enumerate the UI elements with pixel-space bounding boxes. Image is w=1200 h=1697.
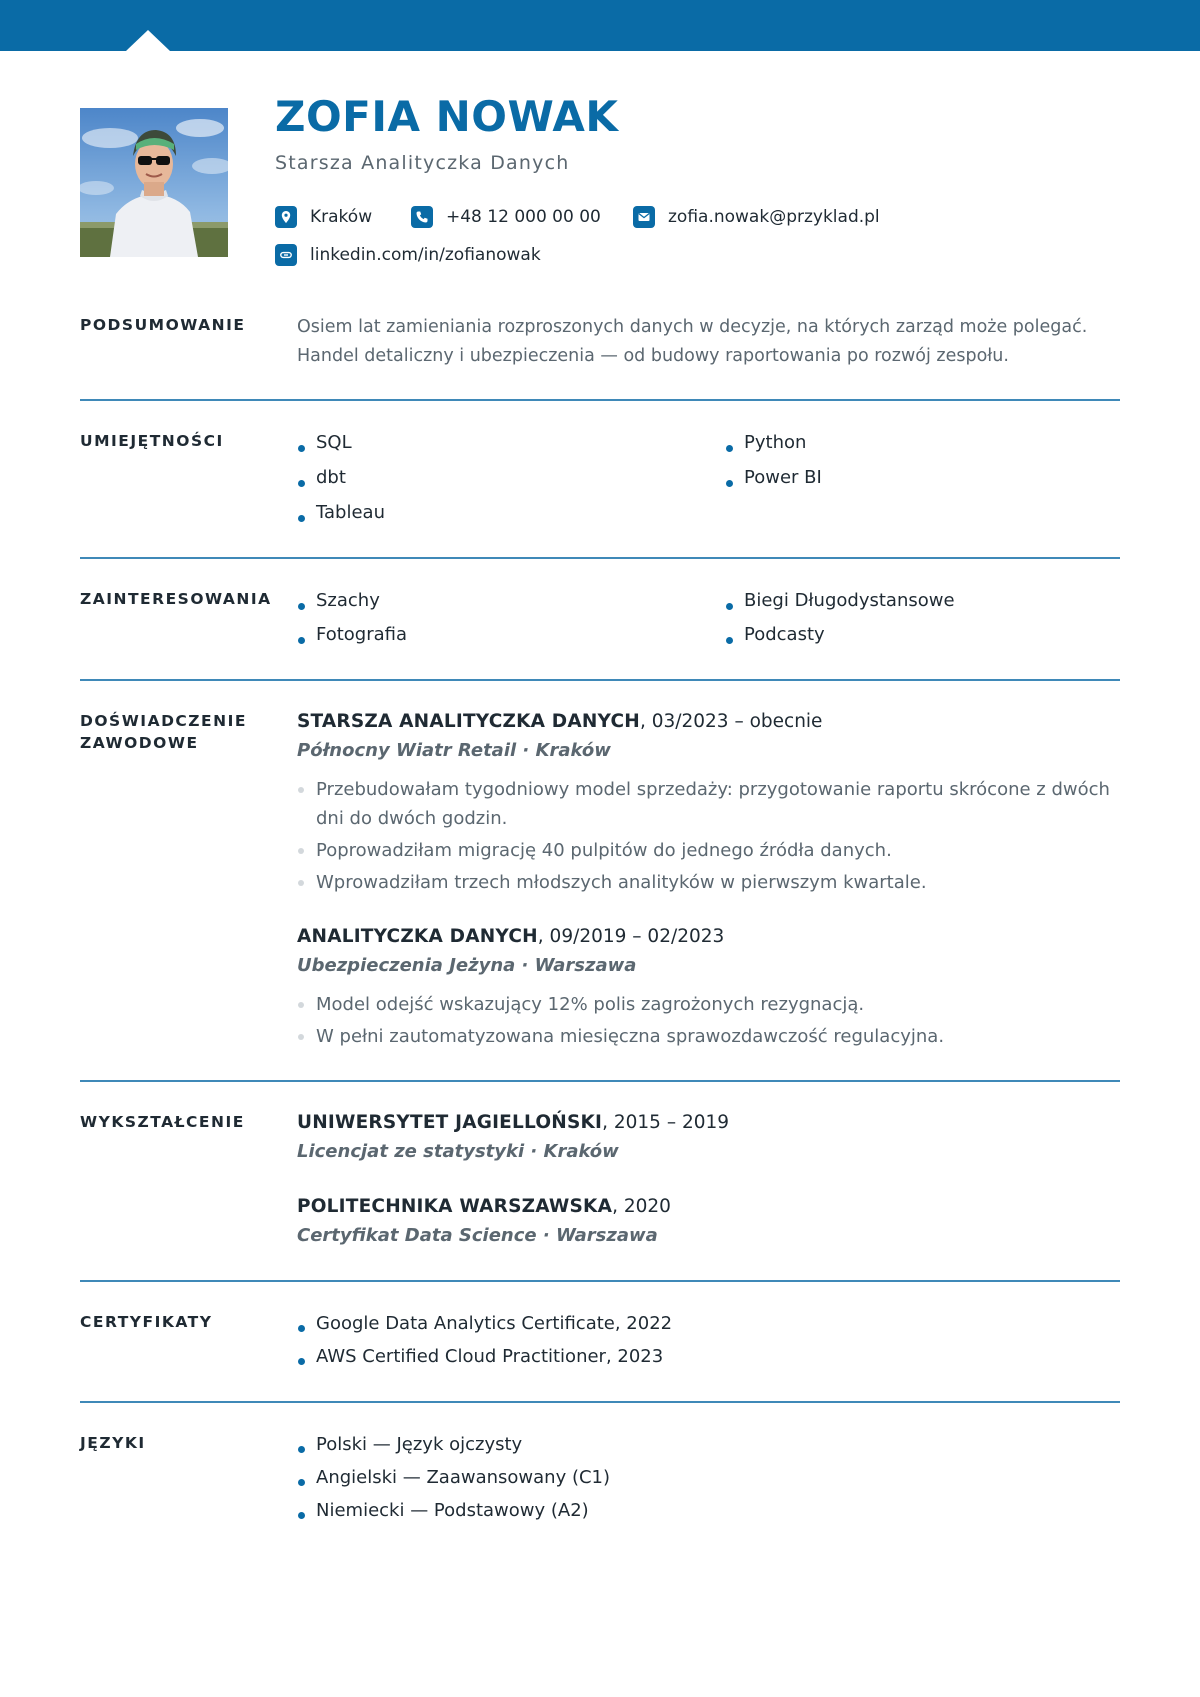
profile-photo [80, 108, 228, 257]
section-label-experience-line2: ZAWODOWE [80, 734, 199, 752]
contact-email[interactable] [633, 206, 880, 228]
contact-phone-text: +48 12 000 00 00 [446, 207, 601, 227]
interests-list-right [725, 589, 955, 657]
education-detail: Certyfikat Data Science · Warszawa [297, 1225, 658, 1246]
contact-location [275, 206, 372, 228]
section-label-languages: JĘZYKI [80, 1434, 146, 1452]
section-label-certificates: CERTYFIKATY [80, 1313, 213, 1331]
job-dates: , 03/2023 – obecnie [639, 711, 823, 732]
education-school: UNIWERSYTET JAGIELLOŃSKI [297, 1112, 603, 1133]
list-item: Wprowadziłam trzech młodszych analityków w pierwszym kwartale. [297, 868, 1127, 897]
list-item: Niemiecki — Podstawowy (A2) [297, 1499, 610, 1532]
contact-email-text[interactable]: zofia.nowak@przyklad.pl [668, 207, 880, 227]
education-school: POLITECHNIKA WARSZAWSKA [297, 1196, 613, 1217]
section-label-summary: PODSUMOWANIE [80, 316, 246, 334]
skills-list-left [297, 431, 385, 536]
candidate-title: Starsza Analityczka Danych [275, 152, 570, 174]
contact-linkedin[interactable] [275, 244, 541, 266]
list-item: AWS Certified Cloud Practitioner, 2023 [297, 1345, 672, 1378]
job-company: Północny Wiatr Retail · Kraków [297, 740, 611, 761]
languages-list [297, 1433, 610, 1532]
list-item: SQL [297, 431, 385, 466]
education-dates: , 2015 – 2019 [602, 1112, 730, 1133]
section-label-education: WYKSZTAŁCENIE [80, 1113, 245, 1131]
list-item: Angielski — Zaawansowany (C1) [297, 1466, 610, 1499]
banner-notch [126, 30, 170, 51]
list-item: Polski — Język ojczysty [297, 1433, 610, 1466]
link-icon [275, 244, 297, 266]
list-item: Tableau [297, 501, 385, 536]
education-dates: , 2020 [612, 1196, 671, 1217]
list-item: Przebudowałam tygodniowy model sprzedaży: przygotowanie raportu skrócone z dwóch dni do dwóch godzin. [297, 775, 1127, 833]
job-heading [297, 711, 822, 732]
job-achievements [297, 775, 1127, 897]
job-role: ANALITYCZKA DANYCH [297, 926, 538, 947]
list-item: Model odejść wskazujący 12% polis zagrożonych rezygnacją. [297, 990, 1127, 1019]
job-achievements [297, 990, 1127, 1051]
job-dates: , 09/2019 – 02/2023 [537, 926, 725, 947]
education-heading [297, 1196, 671, 1217]
profile-photo-image [80, 108, 228, 257]
list-item: Poprowadziłam migrację 40 pulpitów do jednego źródła danych. [297, 836, 1127, 865]
section-divider [80, 1280, 1120, 1282]
section-label-experience-line1: DOŚWIADCZENIE [80, 712, 247, 730]
section-divider [80, 1401, 1120, 1403]
list-item: Google Data Analytics Certificate, 2022 [297, 1312, 672, 1345]
job-role: STARSZA ANALITYCZKA DANYCH [297, 711, 640, 732]
section-divider [80, 399, 1120, 401]
section-divider [80, 679, 1120, 681]
section-divider [80, 557, 1120, 559]
skills-list-right [725, 431, 822, 501]
section-label-skills: UMIEJĘTNOŚCI [80, 432, 224, 450]
list-item: Power BI [725, 466, 822, 501]
job-heading [297, 926, 724, 947]
location-pin-icon [275, 206, 297, 228]
list-item: dbt [297, 466, 385, 501]
contact-linkedin-text[interactable]: linkedin.com/in/zofianowak [310, 245, 541, 265]
list-item: W pełni zautomatyzowana miesięczna sprawozdawczość regulacyjna. [297, 1022, 1127, 1051]
phone-icon [411, 206, 433, 228]
candidate-name: ZOFIA NOWAK [275, 92, 619, 141]
email-icon [633, 206, 655, 228]
list-item: Podcasty [725, 623, 955, 657]
certificates-list [297, 1312, 672, 1378]
interests-list-left [297, 589, 407, 657]
contact-phone [411, 206, 601, 228]
list-item: Fotografia [297, 623, 407, 657]
section-divider [80, 1080, 1120, 1082]
education-heading [297, 1112, 729, 1133]
list-item: Szachy [297, 589, 407, 623]
list-item: Biegi Długodystansowe [725, 589, 955, 623]
contact-location-text: Kraków [310, 207, 373, 227]
job-company: Ubezpieczenia Jeżyna · Warszawa [297, 955, 637, 976]
section-label-experience [80, 710, 270, 754]
top-banner [0, 0, 1200, 51]
list-item: Python [725, 431, 822, 466]
section-label-interests: ZAINTERESOWANIA [80, 590, 272, 608]
summary-text: Osiem lat zamieniania rozproszonych danych w decyzje, na których zarząd może polegać. Handel detaliczny i ubezpieczenia — od budowy raportowania po rozwój zespołu. [297, 317, 1088, 366]
education-detail: Licencjat ze statystyki · Kraków [297, 1141, 619, 1162]
